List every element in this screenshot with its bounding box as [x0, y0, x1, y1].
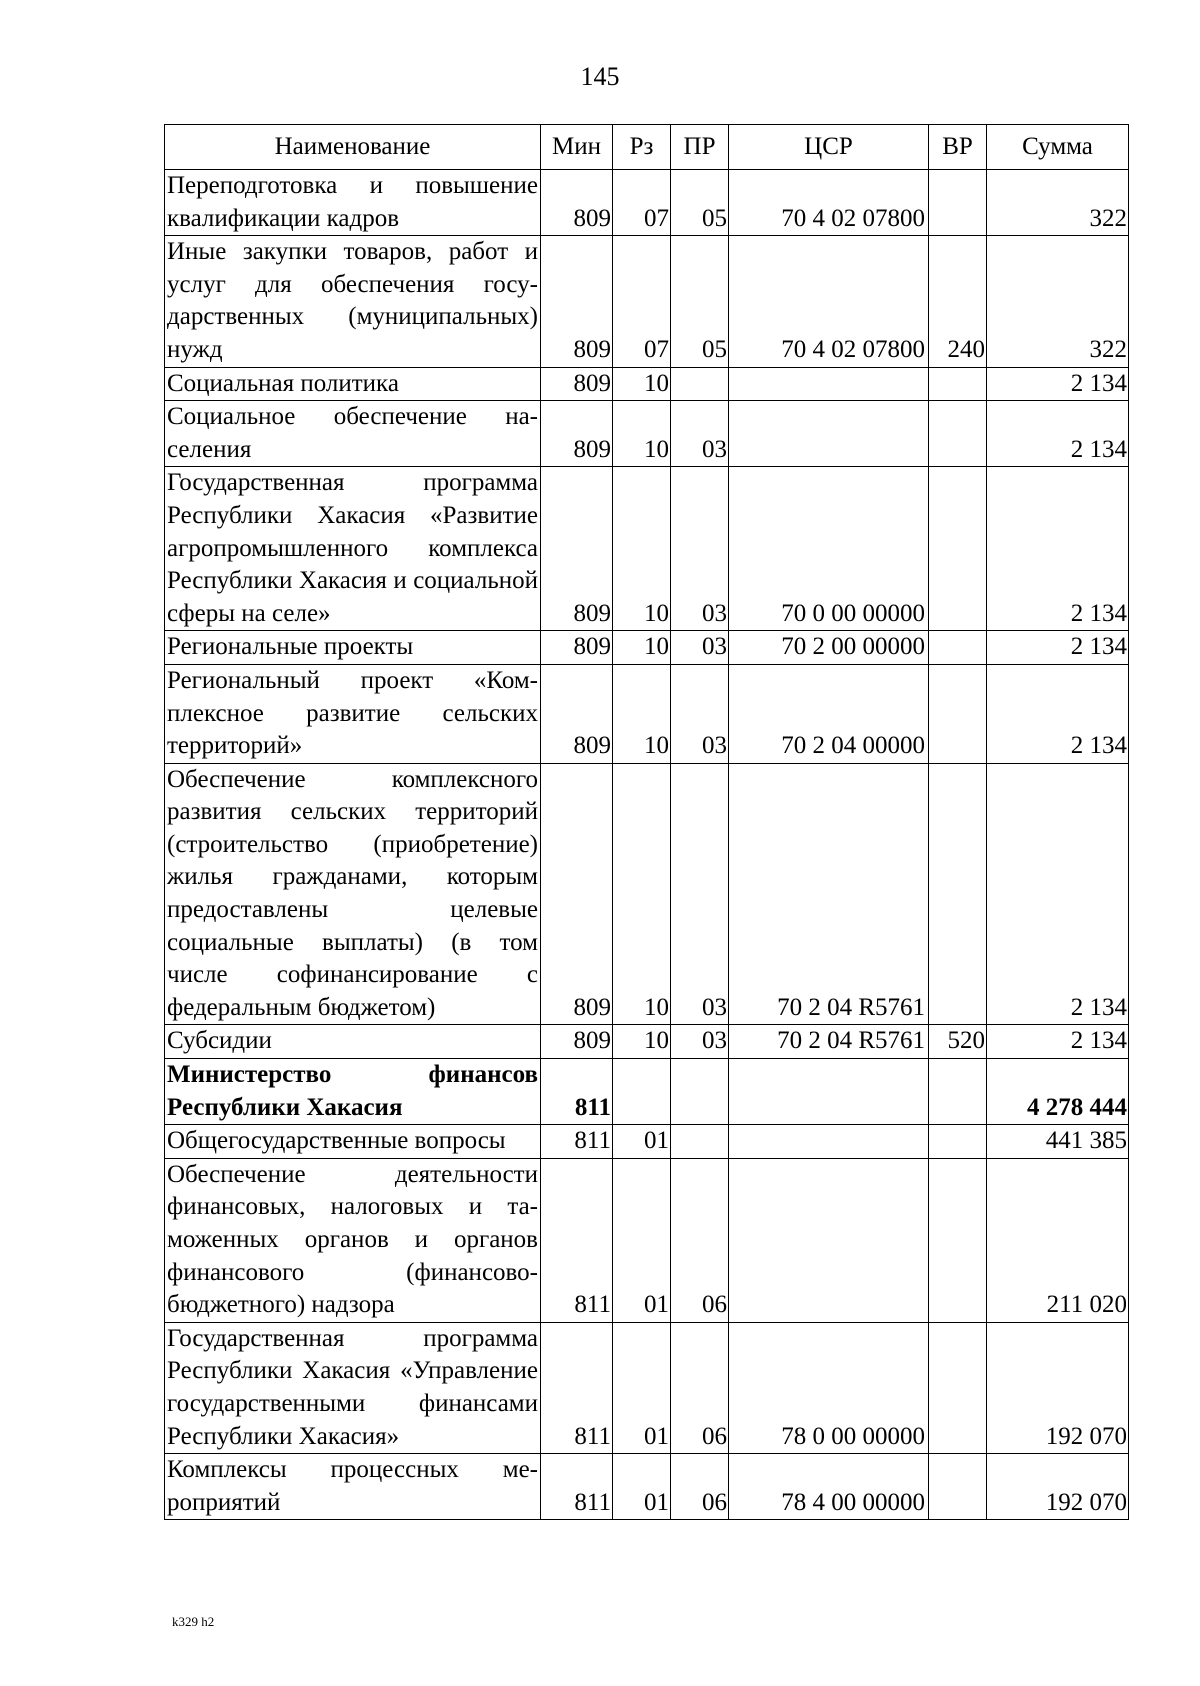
cell-name: Общегосударственные вопросы — [165, 1125, 541, 1159]
cell-name: Иные закупки товаров, работ и услуг для обеспечения государственных (муниципальных) нужд — [165, 236, 541, 367]
table-row — [165, 367, 1129, 401]
cell-rz: 10 — [613, 1025, 671, 1059]
table-row-ministry — [165, 1059, 1129, 1125]
cell-csr: 70 4 02 07800 — [729, 170, 929, 236]
cell-vr — [929, 763, 987, 1025]
table-row — [165, 170, 1129, 236]
cell-min: 811 — [541, 1322, 613, 1453]
cell-sum: 2 134 — [987, 401, 1129, 467]
cell-csr: 70 2 04 R5761 — [729, 1025, 929, 1059]
cell-sum: 322 — [987, 236, 1129, 367]
cell-csr: 70 2 04 R5761 — [729, 763, 929, 1025]
cell-pr: 03 — [671, 631, 729, 665]
table-row — [165, 664, 1129, 763]
header-vr: ВР — [929, 125, 987, 170]
cell-vr — [929, 467, 987, 631]
table-row — [165, 1322, 1129, 1453]
document-code: k329 h2 — [172, 1614, 215, 1629]
cell-pr: 03 — [671, 467, 729, 631]
cell-sum: 2 134 — [987, 367, 1129, 401]
cell-vr — [929, 170, 987, 236]
cell-pr: 03 — [671, 1025, 729, 1059]
cell-name: Государственная программа Республики Хакасия «Управление государственными финансами Республики Хакасия» — [165, 1322, 541, 1453]
header-name: Наименование — [165, 125, 541, 170]
cell-vr — [929, 367, 987, 401]
cell-pr: 06 — [671, 1158, 729, 1322]
cell-csr: 70 0 00 00000 — [729, 467, 929, 631]
header-min: Мин — [541, 125, 613, 170]
header-pr: ПР — [671, 125, 729, 170]
cell-rz: 10 — [613, 401, 671, 467]
cell-min: 809 — [541, 763, 613, 1025]
cell-rz: 01 — [613, 1125, 671, 1159]
table-row — [165, 1158, 1129, 1322]
cell-rz: 01 — [613, 1454, 671, 1520]
cell-sum: 441 385 — [987, 1125, 1129, 1159]
cell-name: Обеспечение деятельности финансовых, налоговых и таможенных органов и органов финансового (финансово-бюджетного) надзора — [165, 1158, 541, 1322]
cell-csr — [729, 367, 929, 401]
cell-pr: 03 — [671, 664, 729, 763]
cell-pr: 03 — [671, 401, 729, 467]
header-row — [165, 125, 1129, 170]
cell-min: 809 — [541, 664, 613, 763]
cell-csr — [729, 1158, 929, 1322]
table-header — [165, 125, 1129, 170]
cell-csr: 70 2 04 00000 — [729, 664, 929, 763]
cell-sum: 2 134 — [987, 1025, 1129, 1059]
cell-rz: 01 — [613, 1322, 671, 1453]
cell-min: 809 — [541, 236, 613, 367]
cell-vr: 240 — [929, 236, 987, 367]
cell-csr — [729, 1125, 929, 1159]
cell-rz: 10 — [613, 631, 671, 665]
cell-csr — [729, 1059, 929, 1125]
cell-min: 809 — [541, 170, 613, 236]
cell-rz: 07 — [613, 170, 671, 236]
cell-vr: 520 — [929, 1025, 987, 1059]
cell-vr — [929, 1322, 987, 1453]
cell-sum: 322 — [987, 170, 1129, 236]
cell-name: Государственная программа Республики Хакасия «Развитие агропромышленного комплекса Республики Хакасия и социальной сферы на селе» — [165, 467, 541, 631]
cell-name: Социальное обеспечение населения — [165, 401, 541, 467]
cell-sum: 4 278 444 — [987, 1059, 1129, 1125]
cell-rz: 10 — [613, 763, 671, 1025]
cell-pr — [671, 1059, 729, 1125]
cell-name: Министерство финансов Республики Хакасия — [165, 1059, 541, 1125]
cell-min: 811 — [541, 1059, 613, 1125]
table-row — [165, 467, 1129, 631]
cell-name: Обеспечение комплексного развития сельских территорий (строительство (приобретение) жилья гражданами, которым предоставлены целевые социальные выплаты) (в том числе софинансирование с федеральным бюджетом) — [165, 763, 541, 1025]
cell-min: 811 — [541, 1158, 613, 1322]
cell-pr: 05 — [671, 170, 729, 236]
cell-name: Региональный проект «Комплексное развитие сельских территорий» — [165, 664, 541, 763]
table-row — [165, 631, 1129, 665]
cell-vr — [929, 1158, 987, 1322]
cell-csr: 70 4 02 07800 — [729, 236, 929, 367]
table-body — [165, 170, 1129, 1520]
cell-csr: 78 0 00 00000 — [729, 1322, 929, 1453]
cell-pr — [671, 1125, 729, 1159]
cell-sum: 2 134 — [987, 467, 1129, 631]
cell-sum: 2 134 — [987, 631, 1129, 665]
cell-rz: 10 — [613, 367, 671, 401]
cell-pr: 05 — [671, 236, 729, 367]
cell-sum: 192 070 — [987, 1322, 1129, 1453]
cell-name: Социальная политика — [165, 367, 541, 401]
cell-csr: 70 2 00 00000 — [729, 631, 929, 665]
cell-pr: 06 — [671, 1322, 729, 1453]
cell-sum: 211 020 — [987, 1158, 1129, 1322]
cell-sum: 2 134 — [987, 664, 1129, 763]
cell-name: Субсидии — [165, 1025, 541, 1059]
cell-vr — [929, 401, 987, 467]
table-row — [165, 236, 1129, 367]
cell-pr: 03 — [671, 763, 729, 1025]
cell-min: 809 — [541, 1025, 613, 1059]
header-sum: Сумма — [987, 125, 1129, 170]
table-row — [165, 1025, 1129, 1059]
cell-name: Комплексы процессных мероприятий — [165, 1454, 541, 1520]
cell-min: 809 — [541, 401, 613, 467]
cell-sum: 2 134 — [987, 763, 1129, 1025]
cell-min: 809 — [541, 367, 613, 401]
cell-min: 809 — [541, 631, 613, 665]
cell-min: 809 — [541, 467, 613, 631]
cell-pr — [671, 367, 729, 401]
table-row — [165, 401, 1129, 467]
cell-pr: 06 — [671, 1454, 729, 1520]
budget-table — [164, 124, 1129, 1520]
cell-csr: 78 4 00 00000 — [729, 1454, 929, 1520]
table-row — [165, 1125, 1129, 1159]
cell-rz: 07 — [613, 236, 671, 367]
page-number: 145 — [580, 62, 620, 91]
cell-vr — [929, 1059, 987, 1125]
cell-min: 811 — [541, 1454, 613, 1520]
cell-rz — [613, 1059, 671, 1125]
cell-rz: 01 — [613, 1158, 671, 1322]
cell-name: Региональные проекты — [165, 631, 541, 665]
table-row — [165, 763, 1129, 1025]
cell-min: 811 — [541, 1125, 613, 1159]
cell-vr — [929, 631, 987, 665]
header-rz: Рз — [613, 125, 671, 170]
cell-vr — [929, 1125, 987, 1159]
cell-csr — [729, 401, 929, 467]
cell-vr — [929, 664, 987, 763]
table-row — [165, 1454, 1129, 1520]
cell-rz: 10 — [613, 664, 671, 763]
cell-name: Переподготовка и повышение квалификации кадров — [165, 170, 541, 236]
cell-vr — [929, 1454, 987, 1520]
cell-rz: 10 — [613, 467, 671, 631]
cell-sum: 192 070 — [987, 1454, 1129, 1520]
header-csr: ЦСР — [729, 125, 929, 170]
